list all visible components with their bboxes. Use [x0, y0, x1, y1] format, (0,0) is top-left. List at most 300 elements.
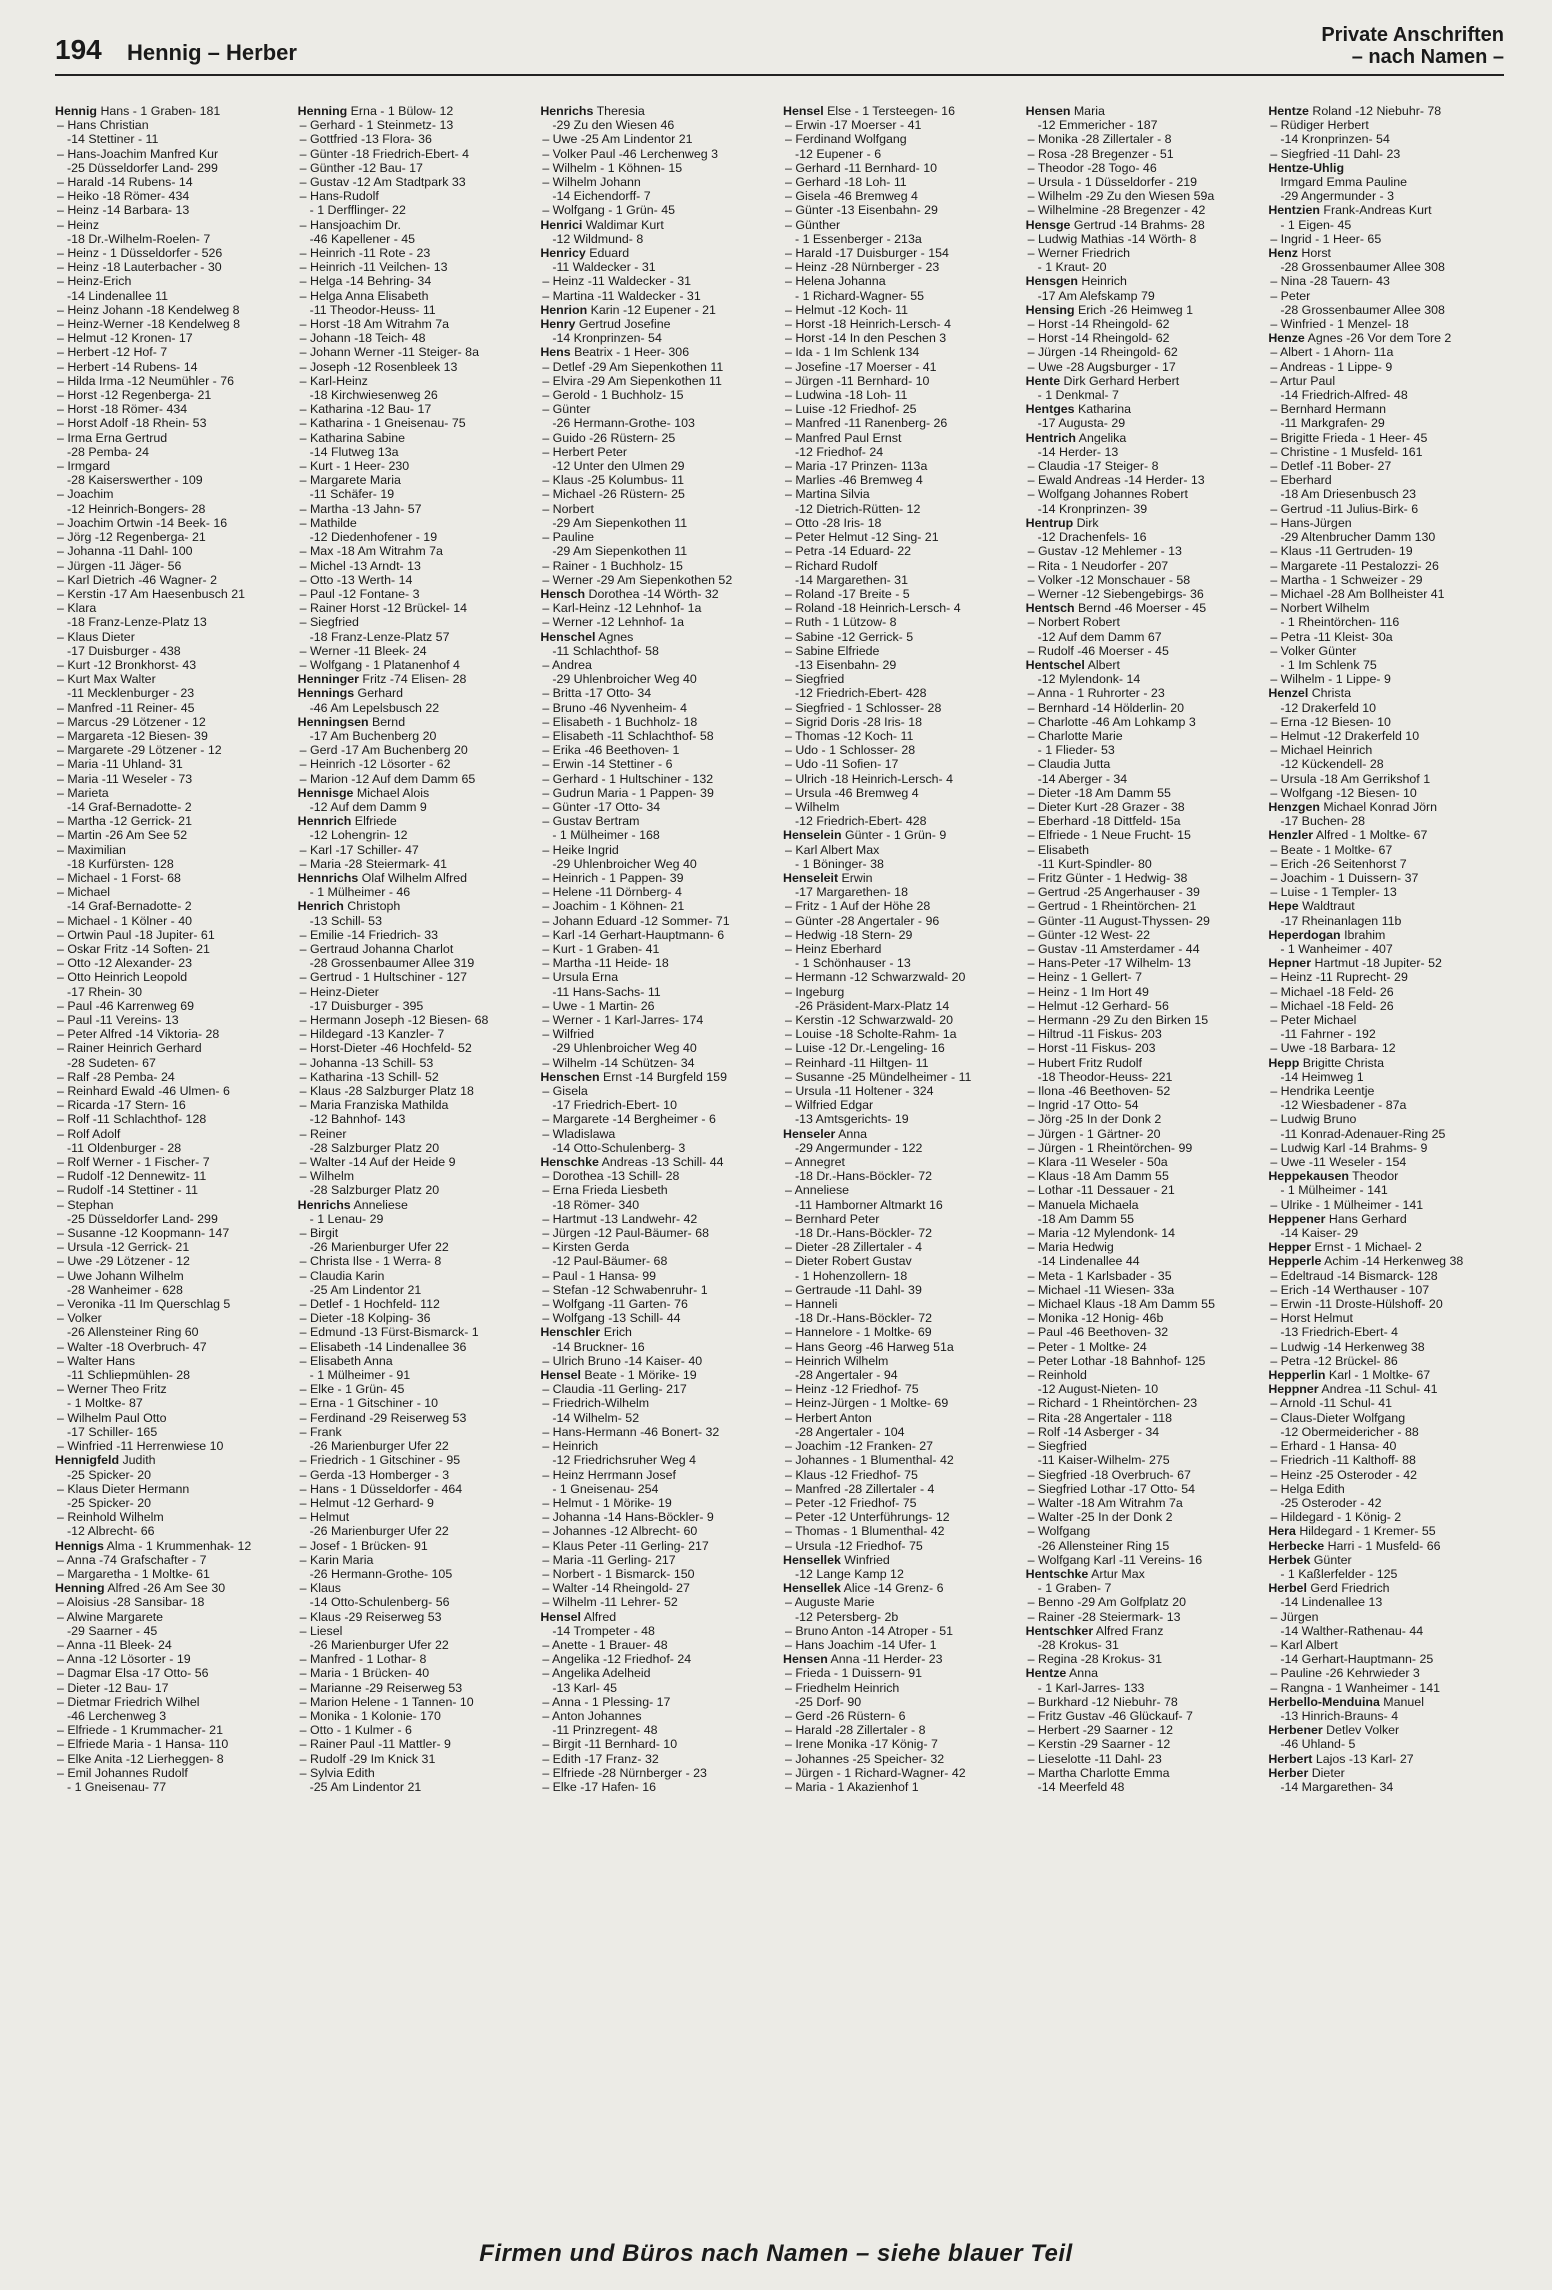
directory-entry: – Erna Frieda Liesbeth [542, 1183, 668, 1198]
address-continuation: -14 Heimweg 1 [1280, 1069, 1364, 1084]
directory-entry: – Volker [57, 1311, 102, 1326]
directory-entry: – Heinrich -11 Veilchen- 13 [299, 260, 448, 275]
directory-entry: – Monika - 1 Kolonie- 170 [299, 1708, 441, 1723]
directory-entry: – Gertrud -11 Julius-Birk- 6 [1270, 501, 1419, 516]
directory-entry: – Luise -12 Dr.-Lengeling- 16 [785, 1041, 945, 1056]
directory-entry: – Kerstin -12 Schwarzwald- 20 [785, 1013, 954, 1027]
address-continuation: -12 Friedrich-Ebert- 428 [795, 686, 927, 701]
address-continuation: -14 Herder- 13 [1037, 444, 1119, 459]
directory-entry: – Sigrid Doris -28 Iris- 18 [785, 714, 923, 729]
directory-entry: – Rudolf -29 Im Knick 31 [299, 1751, 436, 1766]
directory-entry: – Wladislawa [542, 1126, 616, 1141]
entry-text: Elfriede [351, 814, 397, 829]
directory-entry: – Heinz [57, 217, 100, 232]
directory-entry: – Uwe -25 Am Lindentor 21 [542, 132, 693, 147]
directory-entry: – Kurt - 1 Graben- 41 [542, 941, 660, 956]
address-continuation: -11 Schäfer- 19 [309, 487, 395, 502]
surname-entry [1268, 1368, 1505, 1382]
directory-entry: – Joseph -12 Rosenbleek 13 [299, 359, 458, 374]
surname: Hensellek [783, 1552, 841, 1567]
directory-entry: – Birgit [299, 1226, 339, 1241]
directory-entry: – Petra -11 Kleist- 30a [1270, 629, 1393, 644]
directory-entry: – Pauline -26 Kehrwieder 3 [1270, 1666, 1420, 1681]
directory-entry: – Gustav Bertram [542, 814, 640, 829]
address-continuation: -11 Hamborner Altmarkt 16 [795, 1197, 943, 1212]
directory-entry: – Beate - 1 Moltke- 67 [1270, 842, 1393, 857]
directory-entry: – Anna -74 Grafschafter - 7 [57, 1552, 207, 1567]
directory-entry: – Johannes -25 Speicher- 32 [785, 1751, 945, 1766]
address-continuation: -11 Waldecker - 31 [552, 260, 656, 275]
address-continuation: -25 Dorf- 90 [795, 1694, 862, 1709]
surname: Henry [540, 317, 576, 332]
surname-entry [55, 1453, 292, 1467]
address-continuation: -18 Kurfürsten- 128 [67, 856, 174, 871]
directory-entry: – Walter -18 Overbruch- 47 [57, 1339, 207, 1354]
directory-entry: – Jürgen [1270, 1609, 1319, 1624]
directory-entry: – Klaus -25 Kolumbus- 11 [542, 473, 684, 488]
address-continuation: -14 Graf-Bernadotte- 2 [67, 899, 192, 914]
directory-entry: – Gertraud Johanna Charlot [299, 941, 454, 956]
surname-entry [1026, 104, 1263, 118]
address-continuation: - 1 Schönhauser - 13 [795, 956, 911, 971]
address-continuation: - 1 Essenberger - 213a [795, 231, 922, 246]
entry-text: Judith [119, 1453, 156, 1468]
address-continuation: -14 Walther-Rathenau- 44 [1280, 1623, 1424, 1638]
directory-entry: – Heinz - 1 Düsseldorfer - 526 [57, 246, 223, 261]
entry-text: Horst [1297, 246, 1331, 261]
entry-text: Alfred [580, 1609, 617, 1624]
directory-entry: – Elisabeth -11 Schlachthof- 58 [542, 728, 714, 743]
directory-entry: – Claus-Dieter Wolfgang [1270, 1410, 1406, 1425]
address-continuation: -17 Rheinanlagen 11b [1280, 913, 1402, 928]
section-title-line1: Private Anschriften [1321, 24, 1504, 46]
directory-entry: – Kerstin -17 Am Haesenbusch 21 [57, 586, 246, 601]
directory-entry: – Andrea [542, 657, 592, 672]
directory-entry: – Heinrich [542, 1439, 599, 1454]
directory-entry: – Dietmar Friedrich Wilhel [57, 1694, 200, 1709]
surname: Hentschel [1025, 657, 1085, 672]
surname: Hennig [55, 104, 97, 118]
directory-entry: – Hans Georg -46 Harweg 51a [785, 1339, 954, 1354]
directory-entry: – Martha -11 Heide- 18 [542, 956, 669, 971]
directory-entry: – Karl Albert Max [785, 842, 880, 857]
address-continuation: - 1 Gneisenau- 77 [67, 1779, 167, 1794]
directory-entry: – Wolfgang - 1 Platanenhof 4 [299, 657, 460, 672]
directory-entry: – Jörg -25 In der Donk 2 [1027, 1112, 1162, 1127]
address-continuation: -14 Lindenallee 11 [67, 288, 169, 303]
entry-text: Hans Gerhard [1325, 1211, 1407, 1226]
directory-entry: – Joachim [57, 487, 114, 502]
entry-text: Günter [1310, 1552, 1352, 1567]
directory-entry: – Peter -12 Unterführungs- 12 [785, 1510, 950, 1525]
surname: Henz [1268, 246, 1298, 261]
surname: Henzel [1268, 686, 1309, 701]
surname-entry [540, 1610, 777, 1624]
directory-entry: – Johann -18 Teich- 48 [299, 331, 426, 346]
surname: Hepperle [1268, 1254, 1322, 1269]
directory-entry: – Martha -12 Gerrick- 21 [57, 814, 192, 829]
directory-entry: – Michael [57, 885, 111, 900]
address-continuation: -18 Am Driesenbusch 23 [1280, 487, 1417, 502]
directory-entry: – Michael - 1 Forst- 68 [57, 870, 181, 885]
directory-entry: – Heinrich -12 Lösorter - 62 [299, 757, 451, 772]
directory-entry: – Erich -26 Seitenhorst 7 [1270, 856, 1407, 871]
directory-entry: – Emil Johannes Rudolf [57, 1765, 188, 1780]
entry-text: Bernd [368, 714, 406, 729]
address-continuation: -25 Spicker- 20 [67, 1495, 152, 1510]
directory-entry: – Ursula -18 Am Gerrikshof 1 [1270, 771, 1431, 786]
directory-entry: – Herbert -12 Hof- 7 [57, 345, 168, 360]
directory-entry: – Gerhard -11 Bernhard- 10 [785, 160, 937, 175]
surname-entry [1268, 686, 1505, 700]
directory-entry: – Hans Christian [57, 118, 149, 133]
directory-entry: – Manfred - 1 Lothar- 8 [299, 1652, 427, 1667]
surname: Henrichs [297, 1197, 351, 1212]
address-continuation: - 1 Rheintörchen- 116 [1280, 615, 1400, 630]
address-continuation: -12 Lange Kamp 12 [795, 1566, 904, 1581]
directory-entry: – Elisabeth -14 Lindenallee 36 [299, 1339, 467, 1354]
address-continuation: -29 Zu den Wiesen 46 [552, 118, 675, 133]
surname: Hente [1025, 373, 1061, 388]
directory-entry: – Joachim Ortwin -14 Beek- 16 [57, 515, 228, 530]
surname: Hensel [540, 1609, 581, 1624]
directory-entry: – Wilhelm -14 Schützen- 34 [542, 1055, 695, 1070]
directory-entry: – Helmut -12 Koch- 11 [785, 302, 909, 317]
directory-entry: – Wolfgang -11 Garten- 76 [542, 1297, 688, 1312]
directory-entry: – Claudia Karin [299, 1268, 385, 1283]
directory-entry: – Ludwig -14 Herkenweg 38 [1270, 1339, 1425, 1354]
directory-entry: – Werner - 1 Karl-Jarres- 174 [542, 1013, 704, 1027]
address-continuation: -12 Unter den Ulmen 29 [552, 459, 685, 474]
directory-entry: – Regina -28 Krokus- 31 [1027, 1652, 1162, 1667]
directory-entry: – Helga Anna Elisabeth [299, 288, 429, 303]
directory-entry: – Aloisius -28 Sansibar- 18 [57, 1595, 205, 1610]
directory-entry: – Martha - 1 Schweizer - 29 [1270, 572, 1423, 587]
address-continuation: - 1 Mülheimer - 91 [309, 1368, 411, 1383]
directory-entry: – Ferdinand Wolfgang [785, 132, 907, 147]
surname-entry [298, 715, 535, 729]
surname: Heppekausen [1268, 1169, 1349, 1184]
directory-entry: – Dieter Kurt -28 Grazer - 38 [1027, 799, 1185, 814]
address-continuation: -29 Altenbrucher Damm 130 [1280, 530, 1436, 545]
address-continuation: -17 Schiller- 165 [67, 1424, 158, 1439]
column-4 [783, 104, 1020, 2224]
entry-text: Gerd Friedrich [1306, 1581, 1390, 1596]
directory-entry: – Ingrid - 1 Heer- 65 [1270, 231, 1382, 246]
address-continuation: - 1 Kaßlerfelder - 125 [1280, 1566, 1398, 1581]
address-continuation: -28 Sudeten- 67 [67, 1055, 156, 1070]
directory-entry: – Sabine -12 Gerrick- 5 [785, 629, 914, 644]
surname: Hera [1268, 1524, 1296, 1539]
directory-entry: – Margareta -12 Biesen- 39 [57, 728, 208, 743]
directory-entry: – Günther [785, 217, 841, 232]
surname-entry [1268, 104, 1505, 118]
surname-entry [1268, 956, 1505, 970]
directory-entry: – Hansjoachim Dr. [299, 217, 401, 232]
directory-entry: – Maria -17 Prinzen- 113a [785, 459, 928, 474]
directory-entry: – Hilda Irma -12 Neumühler - 76 [57, 373, 234, 388]
directory-entry: – Ludwina -18 Loh- 11 [785, 388, 908, 403]
entry-text: Michael Alois [353, 785, 430, 800]
surname-entry [1026, 303, 1263, 317]
surname-entry [540, 1368, 777, 1382]
surname: Henzgen [1268, 799, 1320, 814]
directory-entry: – Katharina -12 Bau- 17 [299, 402, 432, 417]
directory-entry: – Heinrich -11 Rote - 23 [299, 246, 431, 261]
directory-entry: – Siegfried [785, 672, 845, 687]
directory-entry: – Fritz Günter - 1 Hedwig- 38 [1027, 870, 1188, 885]
directory-entry: – Gustav -11 Amsterdamer - 44 [1027, 941, 1200, 956]
directory-entry: – Guido -26 Rüstern- 25 [542, 430, 676, 445]
address-continuation: - 1 Hohenzollern- 18 [795, 1268, 908, 1283]
entry-text: Karl - 1 Moltke- 67 [1325, 1368, 1431, 1383]
directory-entry: – Veronika -11 Im Querschlag 5 [57, 1297, 231, 1312]
directory-entry: – Elke - 1 Grün- 45 [299, 1382, 405, 1397]
directory-entry: – Martin -26 Am See 52 [57, 828, 188, 843]
entry-text: Alfred - 1 Moltke- 67 [1313, 828, 1428, 843]
directory-entry: – Hermann -29 Zu den Birken 15 [1027, 1013, 1209, 1027]
directory-entry: – Helmut -12 Drakerfeld 10 [1270, 728, 1420, 743]
directory-entry: – Manfred Paul Ernst [785, 430, 902, 445]
directory-entry: – Angelika -12 Friedhof- 24 [542, 1652, 692, 1667]
directory-entry: – Rosa -28 Bregenzer - 51 [1027, 146, 1174, 161]
directory-entry: – Luise - 1 Templer- 13 [1270, 885, 1397, 900]
entry-text: Artur Max [1088, 1566, 1145, 1581]
surname-entry [298, 104, 535, 118]
directory-entry: – Elfriede Maria - 1 Hansa- 110 [57, 1737, 229, 1752]
address-continuation: - 1 Mülheimer - 168 [552, 828, 660, 843]
surname-entry [540, 1155, 777, 1169]
directory-entry: – Maria -12 Mylendonk- 14 [1027, 1226, 1176, 1241]
address-continuation: -29 Am Siepenkothen 11 [552, 515, 688, 530]
directory-entry: – Klaus -28 Salzburger Platz 18 [299, 1084, 474, 1099]
entry-text: Michael Konrad Jörn [1319, 799, 1438, 814]
directory-entry: – Reiner [299, 1126, 347, 1141]
directory-entry: – Erwin -14 Stettiner - 6 [542, 757, 673, 772]
directory-entry: – Marianne -29 Reiserweg 53 [299, 1680, 463, 1695]
directory-entry: – Benno -29 Am Golfplatz 20 [1027, 1595, 1187, 1610]
entry-text: Waldtraut [1298, 899, 1355, 914]
address-continuation: -12 Friedrich-Ebert- 428 [795, 814, 927, 829]
address-continuation: -28 Wanheimer - 628 [67, 1282, 183, 1297]
address-continuation: -17 Am Buchenberg 20 [309, 728, 437, 743]
address-continuation: -13 Hinrich-Brauns- 4 [1280, 1708, 1399, 1723]
directory-entry: – Jürgen -12 Paul-Bäumer- 68 [542, 1226, 710, 1241]
directory-entry: – Siegfried [1027, 1439, 1087, 1454]
surname: Hensing [1025, 302, 1075, 317]
directory-entry: – Rita -28 Angertaler - 118 [1027, 1410, 1173, 1425]
directory-entry: – Ursula -11 Holtener - 324 [785, 1084, 934, 1099]
address-continuation: -25 Osteroder - 42 [1280, 1495, 1382, 1510]
surname-entry [298, 814, 535, 828]
directory-entry: – Günter [542, 402, 591, 417]
directory-entry: – Otto -13 Werth- 14 [299, 572, 413, 587]
address-continuation: -26 Präsident-Marx-Platz 14 [795, 998, 950, 1013]
address-continuation: -12 Auf dem Damm 67 [1037, 629, 1162, 644]
directory-entry: – Gustav -12 Am Stadtpark 33 [299, 175, 466, 190]
directory-entry: – Horst -18 Am Witrahm 7a [299, 317, 450, 332]
directory-entry: – Irene Monika -17 König- 7 [785, 1737, 938, 1752]
directory-entry: – Horst -11 Fiskus- 203 [1027, 1041, 1156, 1056]
directory-entry: – Walter -18 Am Witrahm 7a [1027, 1495, 1183, 1510]
directory-entry: – Frieda - 1 Duissern- 91 [785, 1666, 923, 1681]
address-continuation: -18 Dr.-Hans-Böckler- 72 [795, 1311, 933, 1326]
directory-entry: – Michel -13 Arndt- 13 [299, 558, 421, 573]
address-continuation: -14 Aberger - 34 [1037, 771, 1128, 786]
directory-entry: – Wolfgang Karl -11 Vereins- 16 [1027, 1552, 1203, 1567]
surname-entry [540, 1070, 777, 1084]
surname-entry [540, 317, 777, 331]
address-continuation: -46 Lerchenweg 3 [67, 1708, 167, 1723]
directory-entry: – Petra -14 Eduard- 22 [785, 544, 912, 559]
surname-entry [783, 104, 1020, 118]
entry-text: Dieter [1308, 1765, 1345, 1780]
directory-entry: – Ilona -46 Beethoven- 52 [1027, 1084, 1171, 1099]
address-continuation: -28 Kaiserswerther - 109 [67, 473, 203, 488]
directory-entry: – Ingrid -17 Otto- 54 [1027, 1098, 1139, 1113]
directory-entry: – Martina -11 Waldecker - 31 [542, 288, 701, 303]
address-continuation: -12 Dietrich-Rütten- 12 [795, 501, 921, 516]
surname: Hepner [1268, 956, 1312, 971]
entry-text: Erich -26 Heimweg 1 [1074, 302, 1193, 317]
surname-entry [1026, 218, 1263, 232]
directory-entry: – Theodor -28 Togo- 46 [1027, 160, 1157, 175]
surname: Hennisge [297, 785, 354, 800]
surname-entry [540, 303, 777, 317]
surname: Hepper [1268, 1240, 1312, 1255]
surname: Henninger [297, 672, 359, 687]
address-continuation: -26 Marienburger Ufer 22 [309, 1524, 449, 1539]
directory-entry: – Stephan [57, 1197, 114, 1212]
surname-entry [298, 899, 535, 913]
directory-entry: – Friedrich-Wilhelm [542, 1396, 650, 1411]
directory-entry: – Martha -13 Jahn- 57 [299, 501, 422, 516]
address-continuation: -26 Hermann-Grothe- 105 [309, 1566, 453, 1581]
address-continuation: -25 Düsseldorfer Land- 299 [67, 1211, 218, 1226]
surname: Henseler [783, 1126, 836, 1141]
surname: Henrichs [540, 104, 594, 118]
directory-entry: – Ulrike - 1 Mülheimer - 141 [1270, 1197, 1424, 1212]
directory-entry: – Harald -14 Rubens- 14 [57, 175, 193, 190]
address-continuation: -18 Franz-Lenze-Platz 13 [67, 615, 207, 630]
entry-text: Alma - 1 Krummenhak- 12 [103, 1538, 252, 1553]
address-continuation: -14 Gerhart-Hauptmann- 25 [1280, 1652, 1434, 1667]
surname-entry [1026, 402, 1263, 416]
directory-entry: – Rudolf -46 Moerser - 45 [1027, 643, 1169, 658]
address-continuation: -13 Karl- 45 [552, 1680, 618, 1695]
address-continuation: -17 Rhein- 30 [67, 984, 143, 999]
directory-entry: – Heinz -12 Friedhof- 75 [785, 1382, 919, 1397]
surname-entry [540, 1325, 777, 1339]
directory-entry: – Manuela Michaela [1027, 1197, 1139, 1212]
directory-entry: – Peter -12 Friedhof- 75 [785, 1495, 917, 1510]
address-continuation: -14 Stettiner - 11 [67, 132, 159, 147]
surname-entry [1268, 161, 1505, 175]
surname-entry [1026, 601, 1263, 615]
surname: Herbel [1268, 1581, 1307, 1596]
directory-entry: – Oskar Fritz -14 Soften- 21 [57, 941, 210, 956]
entry-text: Alfred Franz [1093, 1623, 1164, 1638]
entry-text: Ibrahim [1340, 927, 1386, 942]
address-continuation: -29 Angermunder - 3 [1280, 189, 1394, 204]
directory-entry: – Wilfried [542, 1027, 594, 1042]
address-continuation: -14 Margarethen- 34 [1280, 1779, 1394, 1794]
directory-entry: – Uwe Johann Wilhelm [57, 1268, 184, 1283]
entry-text: Anneliese [350, 1197, 408, 1212]
directory-entry: – Elvira -29 Am Siepenkothen 11 [542, 373, 722, 388]
surname: Hensge [1025, 217, 1071, 232]
directory-entry: – Klara [57, 601, 97, 616]
directory-entry: – Heike Ingrid [542, 842, 619, 857]
directory-entry: – Maria - 1 Brücken- 40 [299, 1666, 430, 1681]
directory-entry: – Peter Michael [1270, 1013, 1357, 1027]
directory-entry: – Detlef -29 Am Siepenkothen 11 [542, 359, 724, 374]
address-continuation: -14 Bruckner- 16 [552, 1339, 645, 1354]
directory-entry: – Heinz -18 Lauterbacher - 30 [57, 260, 222, 275]
directory-entry: – Rainer Paul -11 Mattler- 9 [299, 1737, 451, 1752]
directory-entry: – Peter [1270, 288, 1311, 303]
surname-entry [540, 630, 777, 644]
surname: Hennigs [55, 1538, 104, 1553]
directory-entry: – Gertraude -11 Dahl- 39 [785, 1282, 922, 1297]
directory-entry: – Dieter Robert Gustav [785, 1254, 912, 1269]
directory-entry: – Bernhard Peter [785, 1211, 880, 1226]
directory-entry: – Katharina -13 Schill- 52 [299, 1069, 439, 1084]
column-2 [298, 104, 535, 2224]
directory-entry: – Werner -12 Siebengebirgs- 36 [1027, 586, 1204, 601]
surname-entry [1268, 1752, 1505, 1766]
entry-text: Else - 1 Tersteegen- 16 [823, 104, 955, 118]
address-continuation: - 1 Böninger- 38 [795, 856, 884, 871]
directory-entry: – Wilhelm -11 Lehrer- 52 [542, 1595, 678, 1610]
directory-entry: – Richard Rudolf [785, 558, 878, 573]
address-continuation: - 1 Mülheimer - 141 [1280, 1183, 1388, 1198]
address-continuation: -12 Wiesbadener - 87a [1280, 1098, 1407, 1113]
directory-entry: – Helene -11 Dörnberg- 4 [542, 885, 682, 900]
address-continuation: - 1 Mülheimer - 46 [309, 885, 411, 900]
surname-entry [783, 1127, 1020, 1141]
entry-text: Hans - 1 Graben- 181 [97, 104, 221, 118]
directory-entry: – Claudia Jutta [1027, 757, 1111, 772]
address-continuation: -13 Amtsgerichts- 19 [795, 1112, 909, 1127]
directory-entry: – Friedrich -11 Kalthoff- 88 [1270, 1453, 1416, 1468]
directory-entry: – Detlef - 1 Hochfeld- 112 [299, 1297, 440, 1312]
address-continuation: -14 Meerfeld 48 [1037, 1779, 1125, 1794]
directory-entry: – Fritz - 1 Auf der Höhe 28 [785, 899, 931, 914]
directory-entry: – Christine - 1 Musfeld- 161 [1270, 444, 1423, 459]
directory-entry: – Rolf -11 Schlachthof- 128 [57, 1112, 207, 1127]
address-continuation: -18 Dr.-Hans-Böckler- 72 [795, 1226, 933, 1241]
directory-entry: – Wolfgang Johannes Robert [1027, 487, 1188, 502]
directory-entry: – Kerstin -29 Saarner - 12 [1027, 1737, 1171, 1752]
directory-entry: – Michael - 1 Kölner - 40 [57, 913, 192, 928]
address-continuation: -17 Augusta- 29 [1037, 416, 1126, 431]
address-continuation: -28 Pemba- 24 [67, 444, 149, 459]
address-continuation: -14 Flutweg 13a [309, 444, 399, 459]
directory-entry: – Hans-Joachim Manfred Kur [57, 146, 219, 161]
directory-entry: – Otto -28 Iris- 18 [785, 515, 882, 530]
directory-entry: – Karl -17 Schiller- 47 [299, 842, 419, 857]
surname-entry [1268, 800, 1505, 814]
entry-text: Albert [1084, 657, 1121, 672]
directory-entry: – Ruth - 1 Lützow- 8 [785, 615, 897, 630]
directory-entry: – Erwin -11 Droste-Hülshoff- 20 [1270, 1297, 1443, 1312]
surname-entry [540, 246, 777, 260]
directory-entry: – Hans-Peter -17 Wilhelm- 13 [1027, 956, 1191, 971]
directory-entry: – Sabine Elfriede [785, 643, 880, 658]
address-continuation: -18 Theodor-Heuss- 221 [1037, 1069, 1173, 1084]
address-continuation: -11 Hans-Sachs- 11 [552, 984, 661, 999]
